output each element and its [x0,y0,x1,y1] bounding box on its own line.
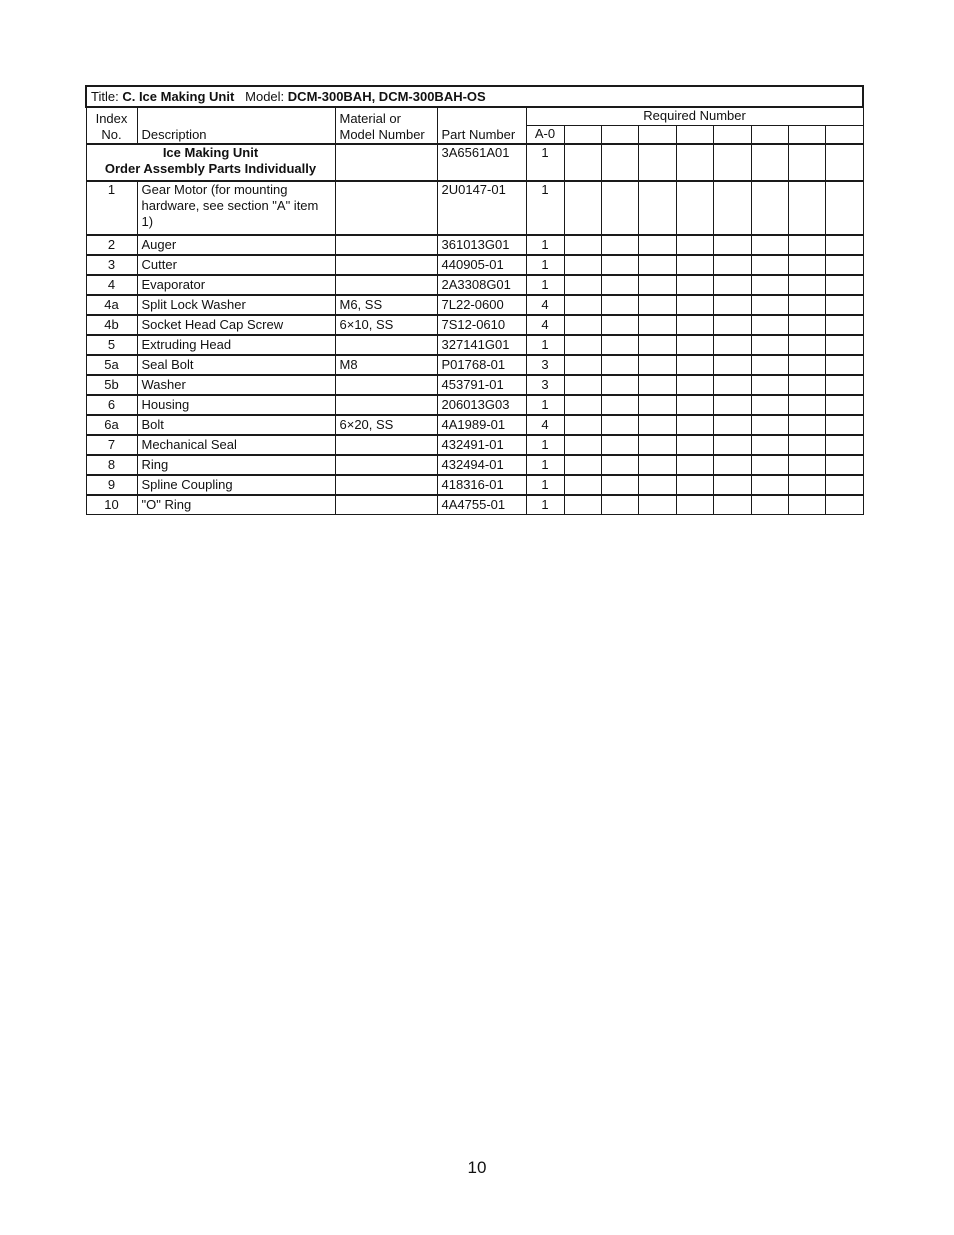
empty-cell [713,181,751,235]
empty-cell [601,395,638,415]
index-cell: 5 [86,335,137,355]
empty-cell [676,415,713,435]
empty-cell [638,395,676,415]
empty-cell [564,395,601,415]
empty-cell [676,455,713,475]
material-cell [335,275,437,295]
table-row [86,375,863,395]
material-cell [335,455,437,475]
empty-cell [638,495,676,515]
empty-cell [638,275,676,295]
part-number-cell: 327141G01 [437,335,526,355]
empty-cell [713,255,751,275]
part-number-cell: 206013G03 [437,395,526,415]
description-cell: Housing [137,395,335,415]
part-number-cell: P01768-01 [437,355,526,375]
assembly-line1: Ice Making Unit [162,145,259,160]
title-cell [86,86,863,107]
empty-cell [788,235,825,255]
qty-cell: 4 [526,315,564,335]
empty-cell [638,455,676,475]
assembly-qty: 1 [526,144,564,181]
index-cell: 6 [86,395,137,415]
table-row [86,315,863,335]
header-a0: A-0 [526,126,564,145]
header-required-number: Required Number [526,107,863,126]
empty-cell [825,335,863,355]
description-cell: Bolt [137,415,335,435]
part-number-cell: 7L22-0600 [437,295,526,315]
part-number-cell: 432491-01 [437,435,526,455]
empty-cell [676,255,713,275]
empty-cell [751,181,788,235]
table-row [86,495,863,515]
model-label: Model: [245,88,285,104]
index-cell: 2 [86,235,137,255]
qty-cell: 3 [526,375,564,395]
table-row [86,275,863,295]
index-cell: 9 [86,475,137,495]
empty-cell [676,181,713,235]
material-cell [335,395,437,415]
part-number-cell: 432494-01 [437,455,526,475]
empty-cell [564,495,601,515]
empty-cell [638,435,676,455]
title-value: C. Ice Making Unit [122,88,235,104]
empty-cell [788,295,825,315]
empty-cell [676,335,713,355]
empty-cell [638,181,676,235]
empty-cell [751,375,788,395]
empty-cell [825,315,863,335]
empty-cell [751,335,788,355]
empty-cell [751,355,788,375]
title-row [86,86,863,107]
parts-table [85,85,864,515]
header-empty-col [638,126,676,145]
index-cell: 3 [86,255,137,275]
empty-cell [564,255,601,275]
empty-cell [601,235,638,255]
empty-cell [788,415,825,435]
description-cell: Gear Motor (for mounting hardware, see section "A" item 1) [137,181,335,235]
assembly-row [86,144,863,181]
empty-cell [601,144,638,181]
index-cell: 5a [86,355,137,375]
empty-cell [676,295,713,315]
table-row [86,355,863,375]
index-cell: 4a [86,295,137,315]
material-cell [335,495,437,515]
empty-cell [601,275,638,295]
empty-cell [564,235,601,255]
description-cell: "O" Ring [137,495,335,515]
table-row [86,435,863,455]
empty-cell [713,275,751,295]
qty-cell: 1 [526,255,564,275]
empty-cell [788,315,825,335]
qty-cell: 1 [526,495,564,515]
empty-cell [825,415,863,435]
empty-cell [713,144,751,181]
header-empty-col [676,126,713,145]
empty-cell [713,235,751,255]
description-cell: Spline Coupling [137,475,335,495]
empty-cell [825,295,863,315]
empty-cell [638,475,676,495]
empty-cell [638,415,676,435]
description-cell: Socket Head Cap Screw [137,315,335,335]
empty-cell [601,455,638,475]
empty-cell [564,275,601,295]
empty-cell [676,395,713,415]
empty-cell [751,395,788,415]
empty-cell [638,295,676,315]
empty-cell [676,475,713,495]
empty-cell [788,455,825,475]
empty-cell [788,395,825,415]
description-cell: Extruding Head [137,335,335,355]
empty-cell [751,275,788,295]
header-material-line2: Model Number [339,127,425,142]
assembly-part-number: 3A6561A01 [437,144,526,181]
empty-cell [788,144,825,181]
index-cell: 4b [86,315,137,335]
assembly-material [335,144,437,181]
empty-cell [825,235,863,255]
empty-cell [601,181,638,235]
empty-cell [676,355,713,375]
empty-cell [713,355,751,375]
table-row [86,295,863,315]
table-row [86,181,863,235]
table-row [86,235,863,255]
empty-cell [713,455,751,475]
table-row [86,255,863,275]
title-label: Title: [91,88,119,104]
empty-cell [638,355,676,375]
empty-cell [564,144,601,181]
header-empty-col [713,126,751,145]
qty-cell: 1 [526,275,564,295]
header-material [335,107,437,144]
empty-cell [601,475,638,495]
material-cell: 6×20, SS [335,415,437,435]
header-index [86,107,137,144]
empty-cell [825,144,863,181]
empty-cell [601,495,638,515]
empty-cell [825,375,863,395]
index-cell: 1 [86,181,137,235]
header-material-line1: Material or [339,111,401,126]
empty-cell [825,355,863,375]
table-row [86,455,863,475]
empty-cell [564,335,601,355]
part-number-cell: 4A1989-01 [437,415,526,435]
empty-cell [638,255,676,275]
empty-cell [713,375,751,395]
empty-cell [601,315,638,335]
header-part-number: Part Number [437,107,526,144]
empty-cell [751,255,788,275]
header-index-line1: Index [95,111,128,126]
qty-cell: 1 [526,235,564,255]
empty-cell [601,295,638,315]
empty-cell [601,435,638,455]
empty-cell [713,315,751,335]
index-cell: 7 [86,435,137,455]
model-value: DCM-300BAH, DCM-300BAH-OS [287,88,486,104]
empty-cell [825,475,863,495]
material-cell: M8 [335,355,437,375]
page-number: 10 [467,1158,487,1177]
empty-cell [713,395,751,415]
header-row-1 [86,107,863,126]
header-empty-col [564,126,601,145]
qty-cell: 1 [526,335,564,355]
material-cell [335,475,437,495]
empty-cell [601,255,638,275]
description-cell: Ring [137,455,335,475]
empty-cell [601,355,638,375]
table-row [86,475,863,495]
empty-cell [676,375,713,395]
header-empty-col [601,126,638,145]
table-row [86,395,863,415]
empty-cell [601,335,638,355]
empty-cell [601,415,638,435]
empty-cell [638,235,676,255]
description-cell: Mechanical Seal [137,435,335,455]
empty-cell [713,415,751,435]
empty-cell [751,475,788,495]
qty-cell: 1 [526,395,564,415]
empty-cell [564,315,601,335]
empty-cell [638,335,676,355]
header-index-line2: No. [101,127,122,142]
material-cell [335,375,437,395]
empty-cell [751,295,788,315]
empty-cell [676,315,713,335]
empty-cell [713,495,751,515]
empty-cell [713,475,751,495]
index-cell: 4 [86,275,137,295]
description-cell: Evaporator [137,275,335,295]
header-empty-col [788,126,825,145]
empty-cell [713,295,751,315]
header-empty-col [825,126,863,145]
description-cell: Split Lock Washer [137,295,335,315]
empty-cell [564,355,601,375]
index-cell: 5b [86,375,137,395]
part-number-cell: 7S12-0610 [437,315,526,335]
empty-cell [564,475,601,495]
empty-cell [825,495,863,515]
index-cell: 10 [86,495,137,515]
empty-cell [825,395,863,415]
empty-cell [825,255,863,275]
header-description: Description [137,107,335,144]
empty-cell [825,181,863,235]
empty-cell [638,315,676,335]
qty-cell: 4 [526,415,564,435]
empty-cell [676,495,713,515]
empty-cell [788,375,825,395]
empty-cell [825,455,863,475]
part-number-cell: 440905-01 [437,255,526,275]
empty-cell [601,375,638,395]
empty-cell [564,375,601,395]
empty-cell [638,375,676,395]
empty-cell [788,335,825,355]
description-cell: Auger [137,235,335,255]
empty-cell [825,275,863,295]
empty-cell [788,275,825,295]
empty-cell [676,275,713,295]
empty-cell [564,181,601,235]
empty-cell [713,435,751,455]
qty-cell: 3 [526,355,564,375]
part-number-cell: 2U0147-01 [437,181,526,235]
empty-cell [564,415,601,435]
empty-cell [751,495,788,515]
empty-cell [713,335,751,355]
table-row [86,335,863,355]
empty-cell [751,415,788,435]
part-number-cell: 4A4755-01 [437,495,526,515]
assembly-line2: Order Assembly Parts Individually [104,161,317,176]
description-cell: Cutter [137,255,335,275]
empty-cell [825,435,863,455]
part-number-cell: 2A3308G01 [437,275,526,295]
part-number-cell: 418316-01 [437,475,526,495]
empty-cell [676,144,713,181]
empty-cell [564,455,601,475]
empty-cell [638,144,676,181]
material-cell [335,255,437,275]
empty-cell [788,435,825,455]
assembly-description [86,144,335,181]
index-cell: 6a [86,415,137,435]
empty-cell [751,435,788,455]
empty-cell [788,181,825,235]
empty-cell [676,435,713,455]
description-cell: Seal Bolt [137,355,335,375]
qty-cell: 4 [526,295,564,315]
empty-cell [751,315,788,335]
qty-cell: 1 [526,181,564,235]
material-cell [335,335,437,355]
empty-cell [564,295,601,315]
empty-cell [788,355,825,375]
material-cell: M6, SS [335,295,437,315]
empty-cell [751,235,788,255]
material-cell [335,435,437,455]
qty-cell: 1 [526,475,564,495]
empty-cell [788,475,825,495]
part-number-cell: 453791-01 [437,375,526,395]
table-row [86,415,863,435]
index-cell: 8 [86,455,137,475]
empty-cell [788,255,825,275]
qty-cell: 1 [526,435,564,455]
description-cell: Washer [137,375,335,395]
material-cell [335,181,437,235]
header-empty-col [751,126,788,145]
empty-cell [564,435,601,455]
empty-cell [751,455,788,475]
qty-cell: 1 [526,455,564,475]
empty-cell [788,495,825,515]
empty-cell [751,144,788,181]
part-number-cell: 361013G01 [437,235,526,255]
material-cell [335,235,437,255]
material-cell: 6×10, SS [335,315,437,335]
empty-cell [676,235,713,255]
